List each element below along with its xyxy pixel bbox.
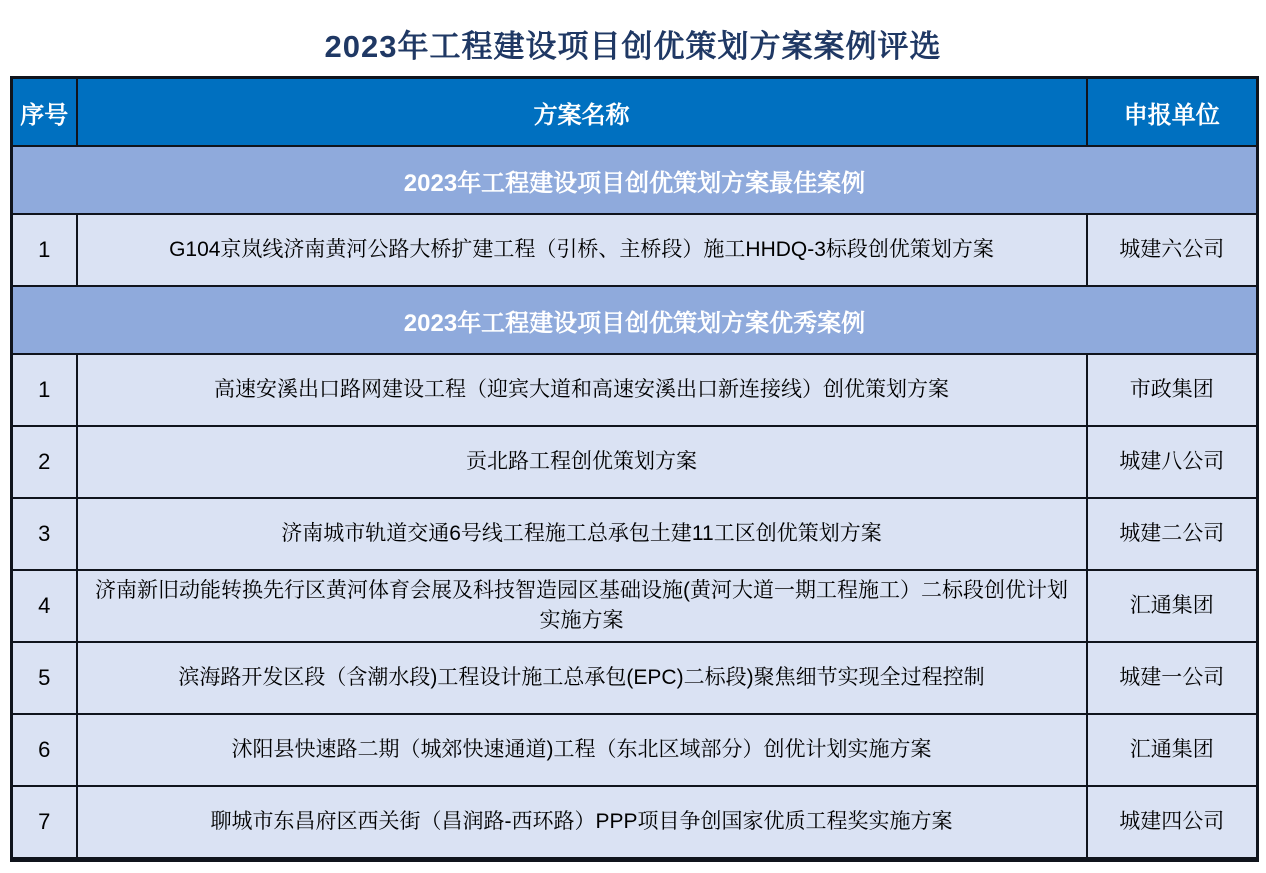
table-header bbox=[12, 78, 1258, 147]
section-header-row bbox=[12, 286, 1258, 354]
column-header-name: 方案名称 bbox=[77, 78, 1087, 147]
row-index-cell: 3 bbox=[12, 498, 77, 570]
scheme-name-cell: 高速安溪出口路网建设工程（迎宾大道和高速安溪出口新连接线）创优策划方案 bbox=[77, 354, 1087, 426]
applicant-unit-cell: 市政集团 bbox=[1087, 354, 1258, 426]
applicant-unit-cell: 城建四公司 bbox=[1087, 786, 1258, 860]
scheme-name-cell: G104京岚线济南黄河公路大桥扩建工程（引桥、主桥段）施工HHDQ-3标段创优策划方案 bbox=[77, 214, 1087, 286]
award-case-table bbox=[10, 76, 1259, 862]
scheme-name-cell: 济南新旧动能转换先行区黄河体育会展及科技智造园区基础设施(黄河大道一期工程施工）二标段创优计划实施方案 bbox=[77, 570, 1087, 642]
table-row bbox=[12, 570, 1258, 642]
table-row bbox=[12, 214, 1258, 286]
scheme-name-cell: 沭阳县快速路二期（城郊快速通道)工程（东北区域部分）创优计划实施方案 bbox=[77, 714, 1087, 786]
scheme-name-cell: 济南城市轨道交通6号线工程施工总承包土建11工区创优策划方案 bbox=[77, 498, 1087, 570]
table-row bbox=[12, 714, 1258, 786]
row-index-cell: 1 bbox=[12, 354, 77, 426]
row-index-cell: 1 bbox=[12, 214, 77, 286]
page-title: 2023年工程建设项目创优策划方案案例评选 bbox=[324, 28, 942, 64]
scheme-name-cell: 滨海路开发区段（含潮水段)工程设计施工总承包(EPC)二标段)聚焦细节实现全过程控制 bbox=[77, 642, 1087, 714]
section-header-row bbox=[12, 146, 1258, 214]
section-header-label: 2023年工程建设项目创优策划方案最佳案例 bbox=[12, 146, 1258, 214]
column-header-unit: 申报单位 bbox=[1087, 78, 1258, 147]
table-row bbox=[12, 354, 1258, 426]
row-index-cell: 7 bbox=[12, 786, 77, 860]
applicant-unit-cell: 城建一公司 bbox=[1087, 642, 1258, 714]
scheme-name-cell: 聊城市东昌府区西关街（昌润路-西环路）PPP项目争创国家优质工程奖实施方案 bbox=[77, 786, 1087, 860]
row-index-cell: 4 bbox=[12, 570, 77, 642]
applicant-unit-cell: 城建二公司 bbox=[1087, 498, 1258, 570]
scheme-name-cell: 贡北路工程创优策划方案 bbox=[77, 426, 1087, 498]
row-index-cell: 5 bbox=[12, 642, 77, 714]
applicant-unit-cell: 城建八公司 bbox=[1087, 426, 1258, 498]
section-header-label: 2023年工程建设项目创优策划方案优秀案例 bbox=[12, 286, 1258, 354]
row-index-cell: 6 bbox=[12, 714, 77, 786]
table-row bbox=[12, 786, 1258, 860]
table-header-row bbox=[12, 78, 1258, 147]
table-body bbox=[12, 146, 1258, 860]
applicant-unit-cell: 汇通集团 bbox=[1087, 714, 1258, 786]
applicant-unit-cell: 汇通集团 bbox=[1087, 570, 1258, 642]
table-row bbox=[12, 642, 1258, 714]
table-row bbox=[12, 498, 1258, 570]
table-row bbox=[12, 426, 1258, 498]
column-header-index: 序号 bbox=[12, 78, 77, 147]
row-index-cell: 2 bbox=[12, 426, 77, 498]
applicant-unit-cell: 城建六公司 bbox=[1087, 214, 1258, 286]
